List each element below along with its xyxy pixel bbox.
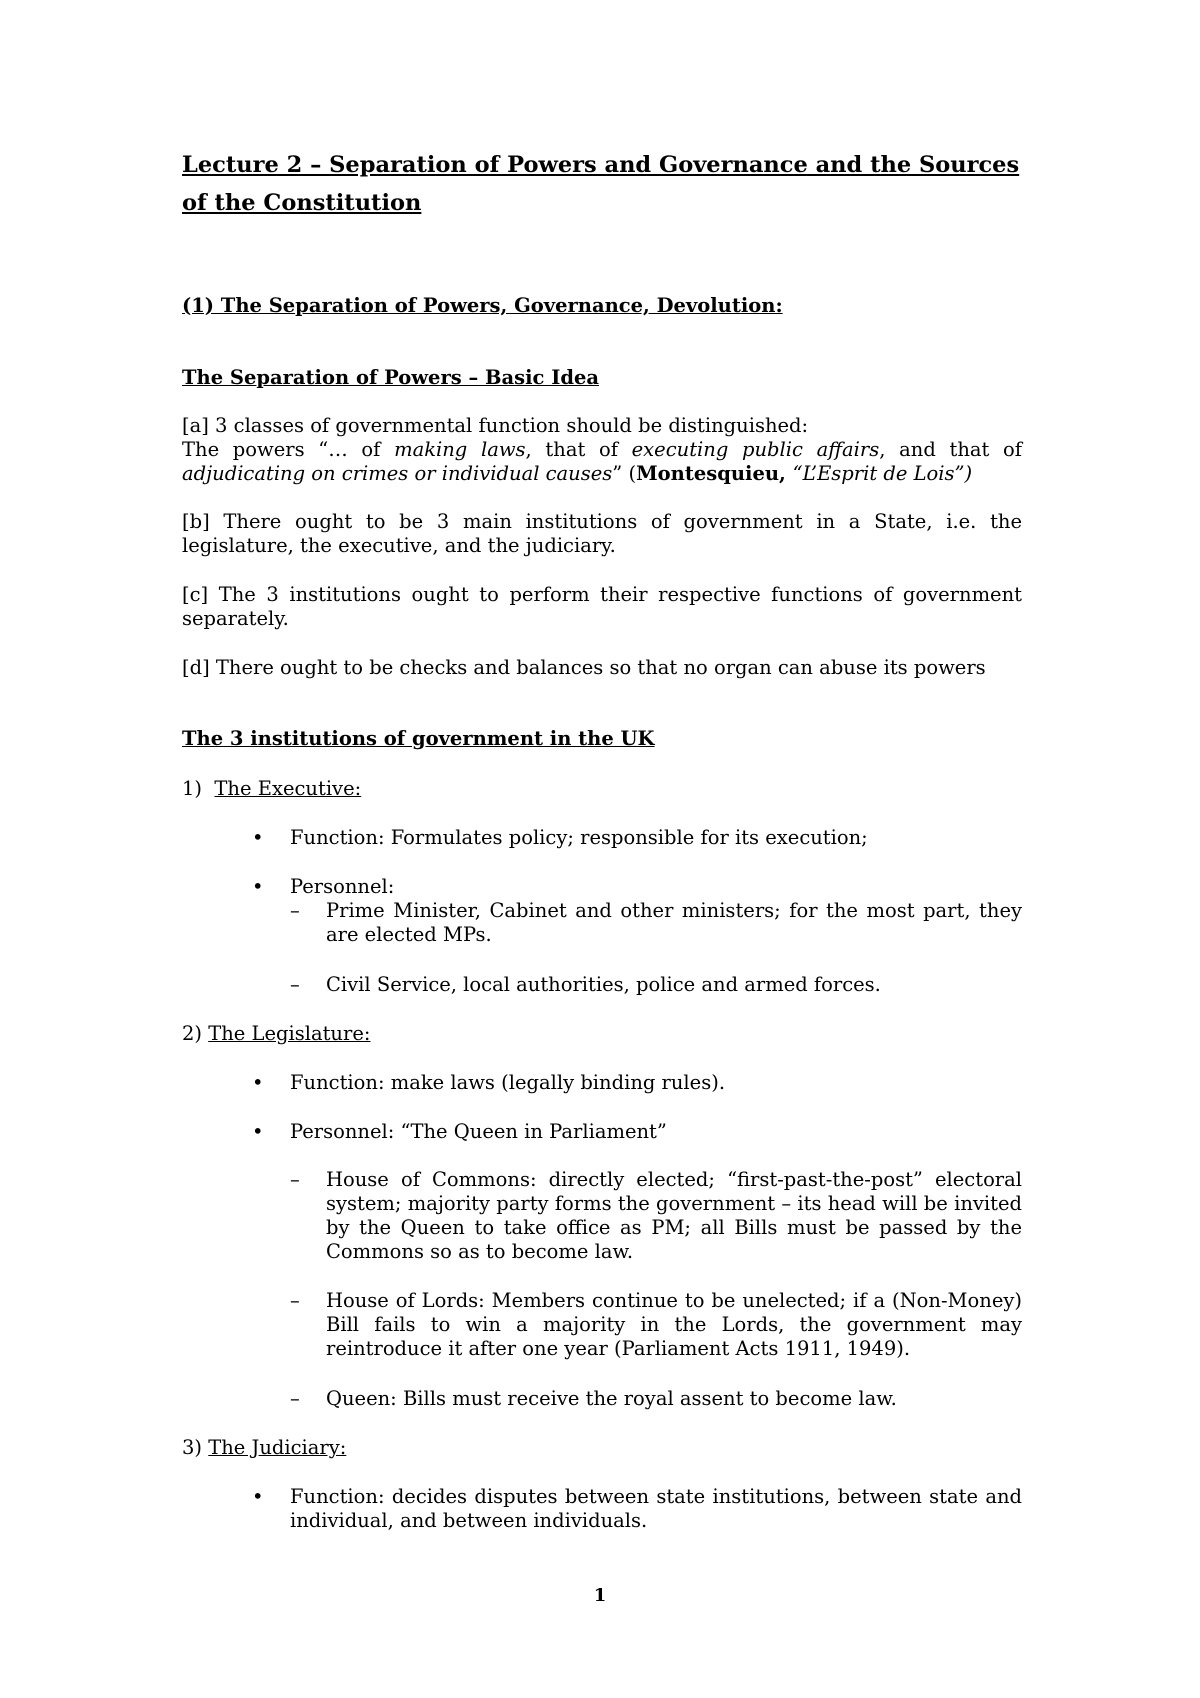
legislature-function: Function: make laws (legally binding rules). [290,1071,726,1094]
basic-idea-heading: The Separation of Powers – Basic Idea [182,366,600,389]
bullet-icon: • [252,826,264,849]
point-d: [d] There ought to be checks and balances so that no organ can abuse its powers [182,656,986,679]
list-number: 2) [182,1022,203,1045]
legislature-heading [182,1022,1022,1046]
quote-text: ” ( [612,462,637,485]
judiciary-label: The Judiciary: [208,1436,347,1459]
dash-icon: – [290,1387,300,1410]
executive-personnel-item: Civil Service, local authorities, police and armed forces. [326,973,881,996]
legislature-personnel-item: Queen: Bills must receive the royal assent to become law. [326,1387,897,1410]
executive-personnel: Personnel: [290,875,395,898]
legislature-label: The Legislature: [208,1022,371,1045]
executive-personnel-item: Prime Minister, Cabinet and other ministers; for the most part, they are elected MPs. [326,899,1022,946]
point-a-quote [182,438,1022,486]
quote-text: The powers “… of [182,438,395,461]
quote-italic: executing public affairs [631,438,880,461]
point-b: [b] There ought to be 3 main institutions of government in a State, i.e. the legislature, the executive, and the judiciary. [182,510,1022,557]
judiciary-function: Function: decides disputes between state institutions, between state and individual, and between individuals. [290,1485,1022,1532]
legislature-personnel: Personnel: “The Queen in Parliament” [290,1120,667,1143]
executive-heading [182,777,1022,801]
dash-icon: – [290,973,300,996]
judiciary-heading [182,1436,1022,1460]
bullet-icon: • [252,1120,264,1143]
list-number: 3) [182,1436,203,1459]
quote-italic: adjudicating on crimes or individual causes [182,462,613,485]
institutions-heading: The 3 institutions of government in the UK [182,727,655,750]
bullet-icon: • [252,1485,264,1508]
point-a-intro: [a] 3 classes of governmental function should be distinguished: [182,414,809,437]
list-number: 1) [182,777,203,800]
executive-label: The Executive: [214,777,362,800]
point-c: [c] The 3 institutions ought to perform their respective functions of government separately. [182,583,1022,630]
quote-text: , and that of [879,438,1023,461]
bullet-icon: • [252,1071,264,1094]
page-title: Lecture 2 – Separation of Powers and Governance and the Sources of the Constitution [182,152,1020,216]
legislature-personnel-item: House of Lords: Members continue to be unelected; if a (Non-Money) Bill fails to win a majority in the Lords, the government may reintroduce it after one year (Parliament Acts 1911, 1949). [326,1289,1022,1360]
quote-text: , [779,462,793,485]
dash-icon: – [290,1168,300,1191]
executive-function: Function: Formulates policy; responsible for its execution; [290,826,868,849]
bullet-icon: • [252,875,264,898]
quote-author: Montesquieu [636,462,780,485]
section-heading-1: (1) The Separation of Powers, Governance, Devolution: [182,294,783,317]
quote-italic: making laws [394,438,526,461]
dash-icon: – [290,899,300,922]
dash-icon: – [290,1289,300,1312]
quote-work-title: “L’Esprit de Lois”) [792,462,973,485]
page-number: 1 [593,1585,607,1606]
quote-text: , that of [525,438,632,461]
legislature-personnel-item: House of Commons: directly elected; “first-past-the-post” electoral system; majority party forms the government – its head will be invited by the Queen to take office as PM; all Bills must be passed by the Commons so as to become law. [326,1168,1022,1263]
